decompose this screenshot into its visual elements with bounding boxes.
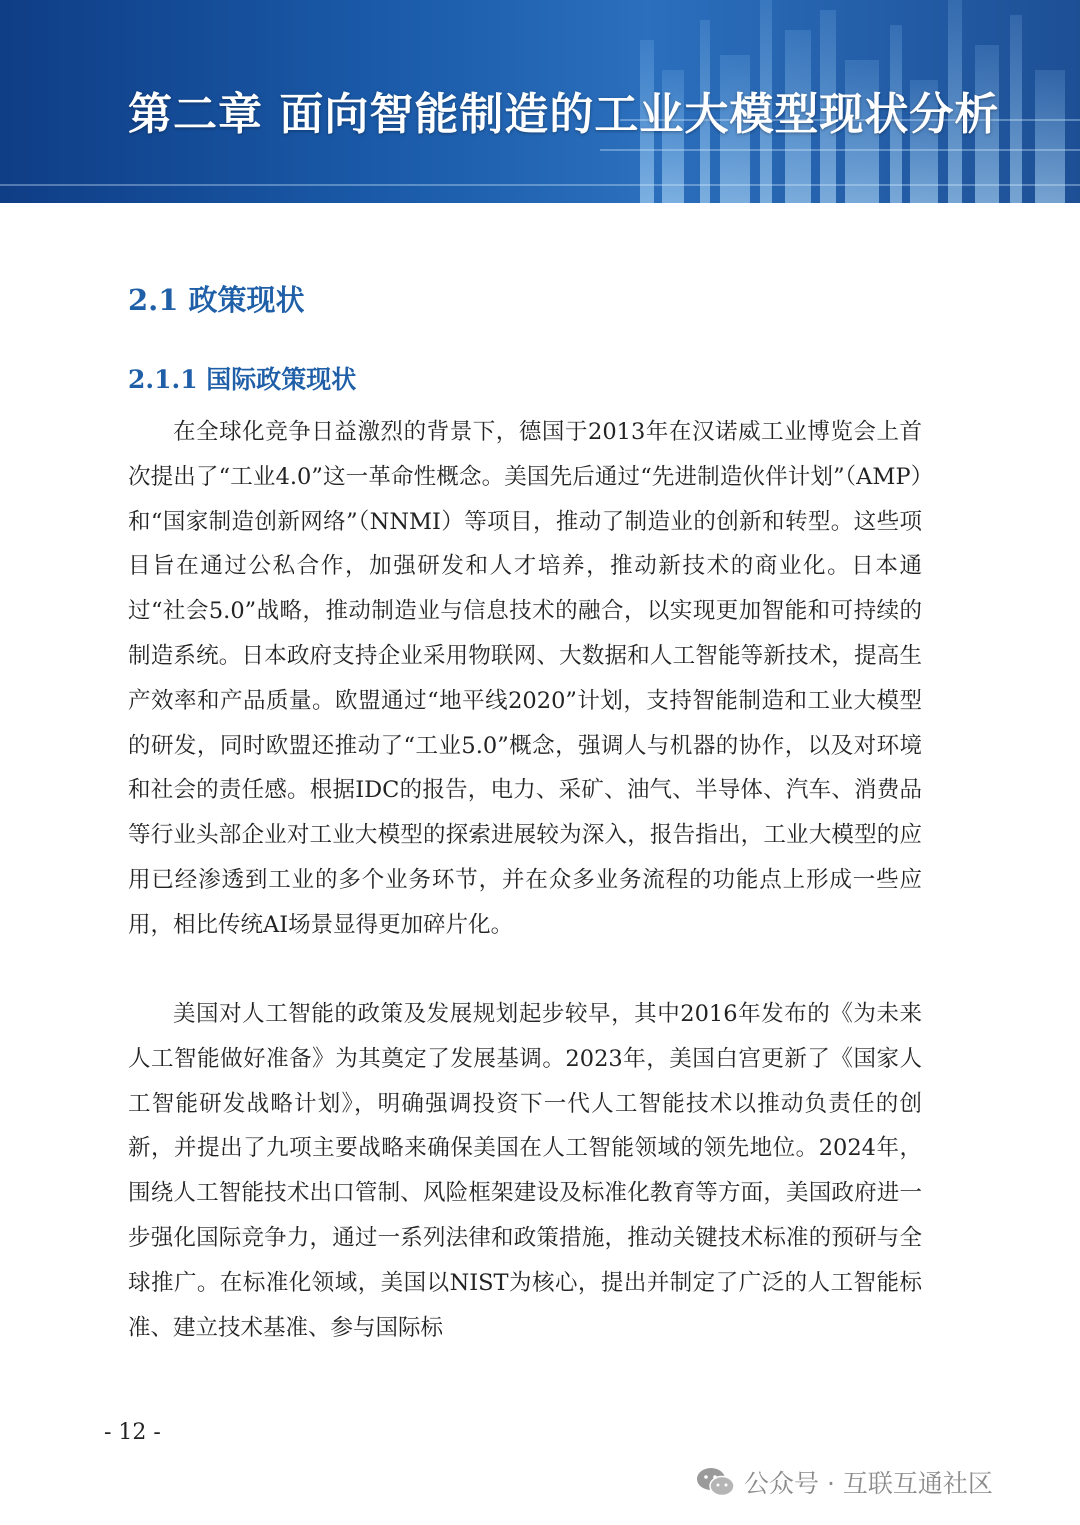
- body-paragraph: 美国对人工智能的政策及发展规划起步较早，其中2016年发布的《为未来人工智能做好准备》为其奠定了发展基调。2023年，美国白宫更新了《国家人工智能研发战略计划》，明确强调投资下一代人工智能技术以推动负责任的创新，并提出了九项主要战略来确保美国在人工智能领域的领先地位。2024年，围绕人工智能技术出口管制、风险框架建设及标准化教育等方面，美国政府进一步强化国际竞争力，通过一系列法律和政策措施，推动关键技术标准的预研与全球推广。在标准化领域，美国以NIST为核心，提出并制定了广泛的人工智能标准、建立技术基准、参与国际标: [128, 1001, 922, 1341]
- wechat-watermark: [696, 1460, 993, 1504]
- watermark-text: 公众号 · 互联互通社区: [744, 1469, 993, 1498]
- section-heading: 2.1 政策现状: [128, 283, 305, 317]
- chapter-title: 第二章 面向智能制造的工业大模型现状分析: [128, 89, 1000, 140]
- page-number: - 12 -: [104, 1420, 161, 1445]
- wechat-icon: [696, 1466, 736, 1498]
- subsection-heading: 2.1.1 国际政策现状: [128, 365, 357, 394]
- chapter-banner: [0, 0, 1080, 203]
- body-paragraph: 在全球化竞争日益激烈的背景下，德国于2013年在汉诺威工业博览会上首次提出了“工业4.0”这一革命性概念。美国先后通过“先进制造伙伴计划”（AMP）和“国家制造创新网络”（NNMI）等项目，推动了制造业的创新和转型。这些项目旨在通过公私合作，加强研发和人才培养，推动新技术的商业化。日本通过“社会5.0”战略，推动制造业与信息技术的融合，以实现更加智能和可持续的制造系统。日本政府支持企业采用物联网、大数据和人工智能等新技术，提高生产效率和产品质量。欧盟通过“地平线2020”计划，支持智能制造和工业大模型的研发，同时欧盟还推动了“工业5.0”概念，强调人与机器的协作，以及对环境和社会的责任感。根据IDC的报告，电力、采矿、油气、半导体、汽车、消费品等行业头部企业对工业大模型的探索进展较为深入，报告指出，工业大模型的应用已经渗透到工业的多个业务环节，并在众多业务流程的功能点上形成一些应用，相比传统AI场景显得更加碎片化。: [128, 419, 922, 938]
